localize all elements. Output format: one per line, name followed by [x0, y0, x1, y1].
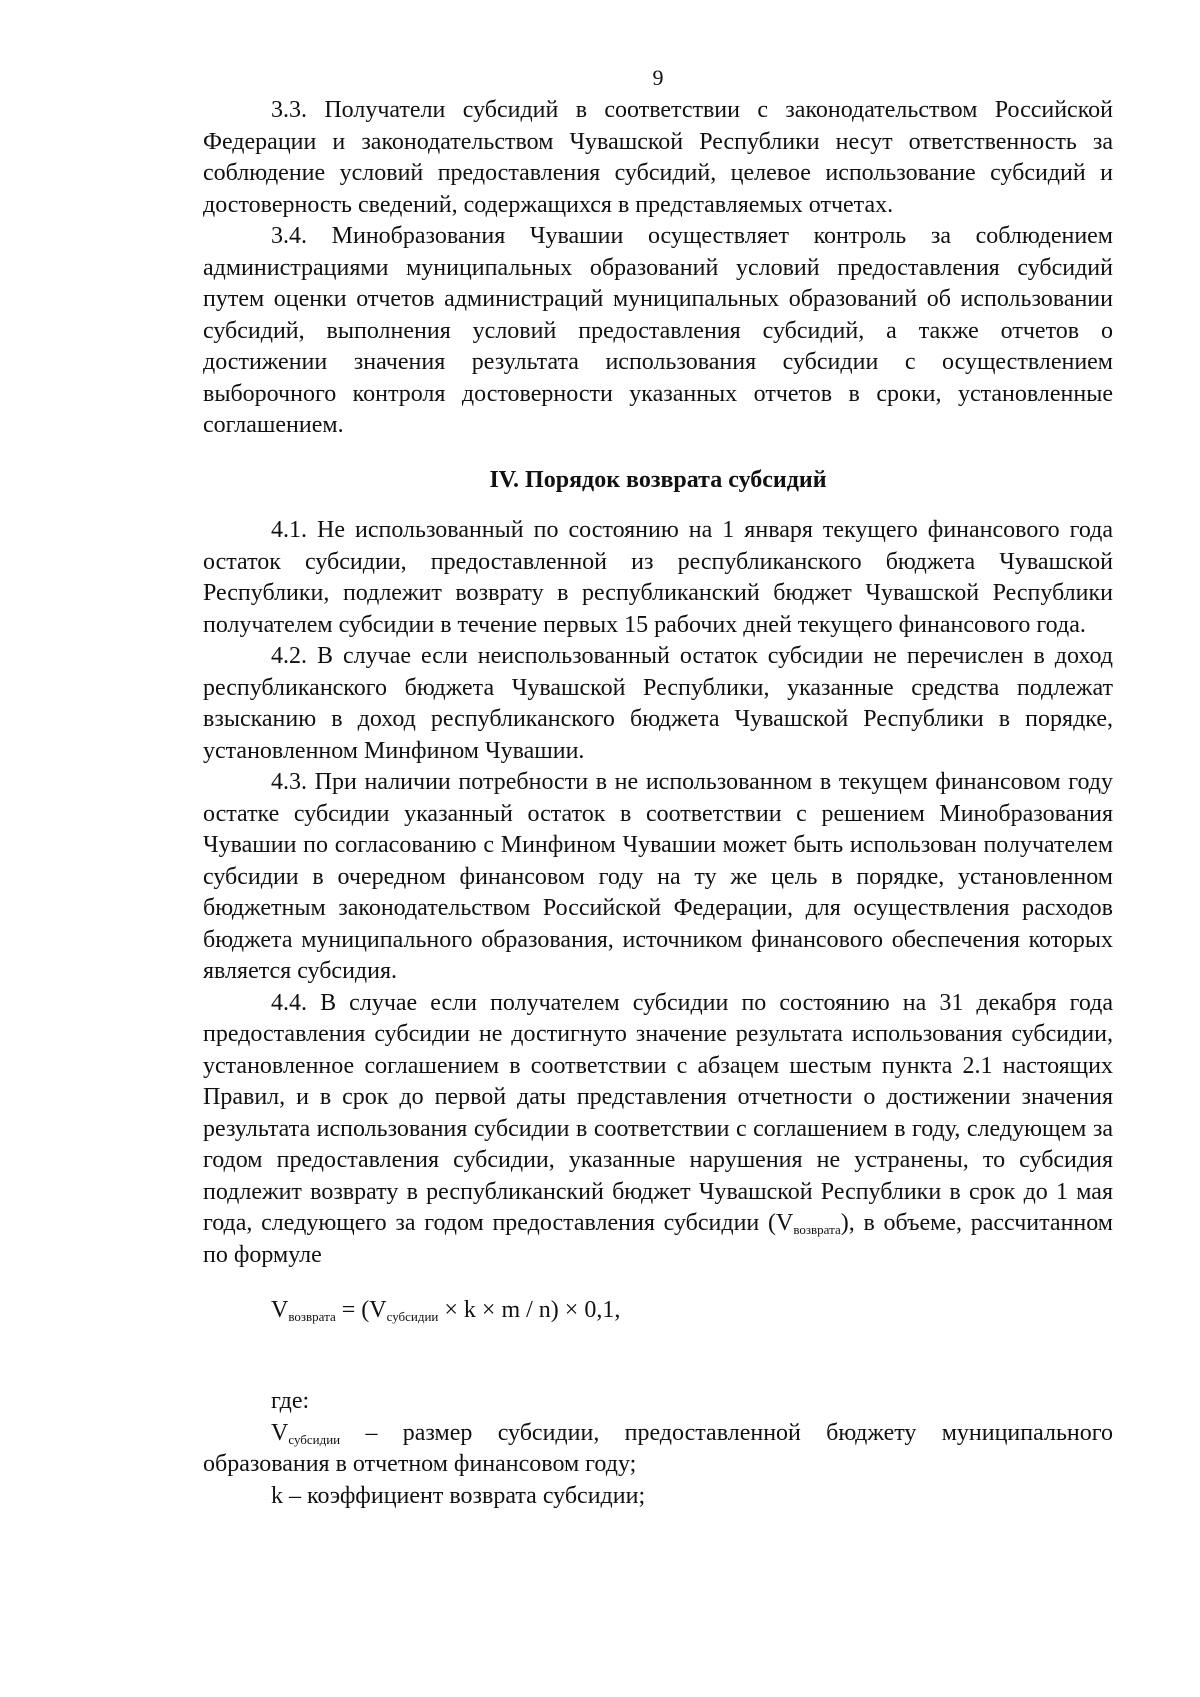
v-return-subscript: возврата [793, 1222, 841, 1237]
formula-equals: = ( [335, 1297, 370, 1323]
page-number: 9 [652, 65, 664, 90]
paragraph-3-4: 3.4. Минобразования Чувашии осуществляет контроль за соблюдением администрациями муниципальных образований условий предоставления субсидий путем оценки отчетов администраций муниципальных образований об использовании субсидий, выполнения условий предоставления субсидий, а также отчетов о достижении значения результата использования субсидии с осуществлением выборочного контроля достоверности указанных отчетов в сроки, установленные соглашением. [203, 223, 1113, 438]
definition-v-text: – размер субсидии, предоставленной бюджету муниципального образования в отчетном финансовом году; [203, 1419, 1113, 1477]
formula-v-subscript: субсидии [386, 1309, 439, 1324]
paragraph-4-4-text: 4.4. В случае если получателем субсидии по состоянию на 31 декабря года предоставления субсидии не достигнуто значение результата использования субсидии, установленное соглашением в соответствии с абзацем шестым пункта 2.1 настоящих Правил, и в срок до первой даты представления отчетности о достижении значения результата использования субсидии в соответствии с соглашением в году, следующем за годом предоставления субсидии, указанные нарушения не устранены, то субсидия подлежит возврату в республиканский бюджет Чувашской Республики в срок до 1 мая года, следующего за годом предоставления субсидии ( [203, 989, 1113, 1236]
v-return-symbol: V [776, 1210, 794, 1236]
definition-k: k – коэффициент возврата субсидии; [271, 1482, 646, 1509]
formula-rest: × k × m / n) × 0,1, [438, 1297, 621, 1323]
return-formula [203, 1293, 1113, 1327]
paragraph-4-4-tail: ), в объеме, рассчитанном по формуле [203, 1210, 1113, 1268]
section-heading: IV. Порядок возврата субсидий [489, 466, 827, 493]
document-page [203, 64, 1113, 1512]
definition-v-subscript: субсидии [288, 1431, 341, 1447]
formula-v-symbol: V [369, 1297, 387, 1323]
paragraph-4-2: 4.2. В случае если неиспользованный остаток субсидии не перечислен в доход республиканского бюджета Чувашской Республики, указанные средства подлежат взысканию в доход республиканского бюджета Чувашской Республики в порядке, установленном Минфином Чувашии. [203, 643, 1113, 764]
definition-v-symbol: V [271, 1419, 289, 1446]
paragraph-3-3: 3.3. Получатели субсидий в соответствии с законодательством Российской Федерации и законодательством Чувашской Республики несут ответственность за соблюдение условий предоставления субсидий, целевое использование субсидий и достоверность сведений, содержащихся в представляемых отчетах. [203, 97, 1113, 218]
where-label: где: [271, 1388, 310, 1414]
paragraph-4-4 [203, 988, 1113, 1272]
definition-v-subsidy [203, 1418, 1113, 1481]
paragraph-4-1: 4.1. Не использованный по состоянию на 1 января текущего финансового года остаток субсидии, предоставленной из республиканского бюджета Чувашской Республики, подлежит возврату в республиканский бюджет Чувашской Республики получателем субсидии в течение первых 15 рабочих дней текущего финансового года. [203, 517, 1113, 638]
paragraph-4-3: 4.3. При наличии потребности в не использованном в текущем финансовом году остатке субсидии указанный остаток в соответствии с решением Минобразования Чувашии по согласованию с Минфином Чувашии может быть использован получателем субсидии в очередном финансовом году на ту же цель в порядке, установленном бюджетным законодательством Российской Федерации, для осуществления расходов бюджета муниципального образования, источником финансового обеспечения которых является субсидия. [203, 769, 1113, 984]
formula-lhs-symbol: V [271, 1297, 289, 1323]
formula-lhs-subscript: возврата [288, 1309, 336, 1324]
